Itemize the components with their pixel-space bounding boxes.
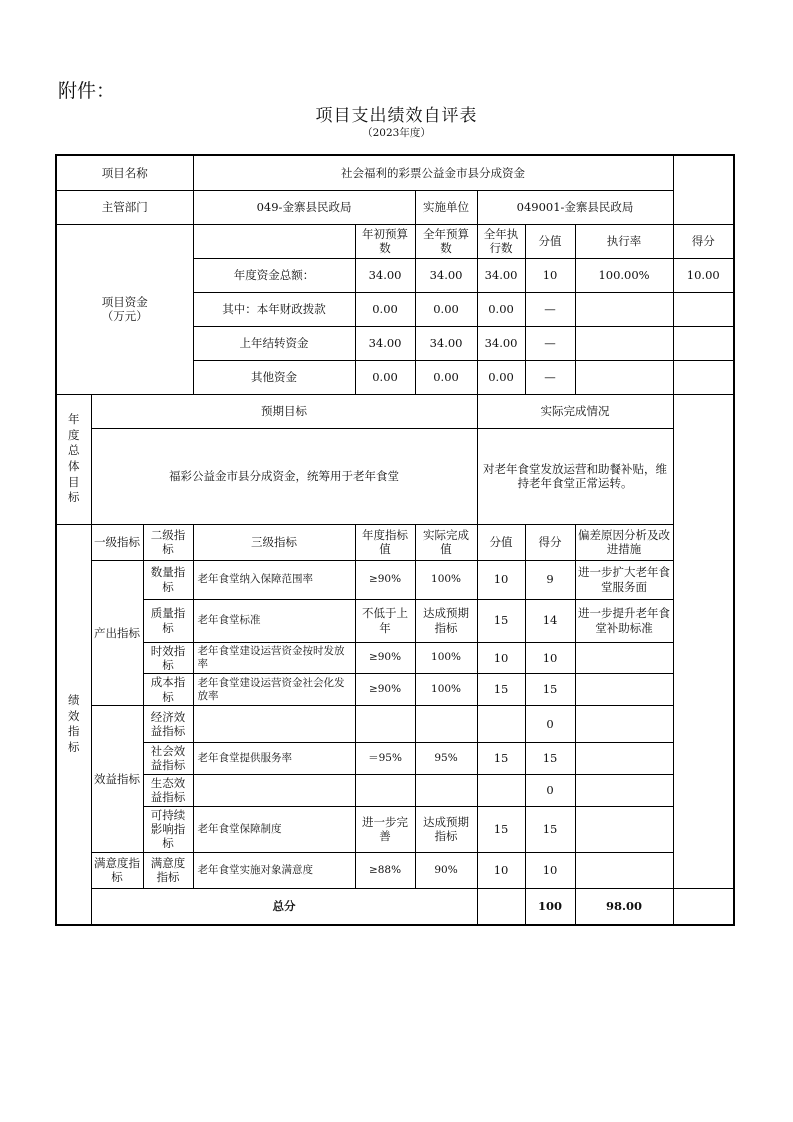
funds-rate: [575, 360, 673, 394]
attachment-label: 附件：: [58, 80, 116, 102]
indicator-row: [56, 706, 734, 743]
funds-annual: 34.00: [415, 326, 477, 360]
header-level2: 二级指标: [143, 524, 193, 560]
dept-value: 049-金寨县民政局: [193, 190, 415, 224]
indicator-note: [575, 852, 673, 888]
indicator-row: [56, 774, 734, 806]
impl-value: 049001-金寨县民政局: [477, 190, 673, 224]
header-score: 得分: [525, 524, 575, 560]
indicator-actual: [415, 774, 477, 806]
indicator-level2: 社会效益指标: [143, 743, 193, 775]
output-indicators-label: 产出指标: [91, 560, 143, 706]
indicator-actual: 100%: [415, 642, 477, 674]
indicator-level2: 时效指标: [143, 642, 193, 674]
funds-score: [673, 326, 734, 360]
indicator-weight: [477, 706, 525, 743]
indicator-actual: 达成预期指标: [415, 599, 477, 642]
indicator-weight: 15: [477, 806, 525, 852]
funds-row-label: 其中：本年财政拨款: [193, 292, 355, 326]
indicator-score: 15: [525, 806, 575, 852]
total-blank: [477, 888, 525, 925]
indicator-actual: 95%: [415, 743, 477, 775]
funds-rate: 100.00%: [575, 258, 673, 292]
indicator-weight: 15: [477, 743, 525, 775]
indicator-target: ＝95%: [355, 743, 415, 775]
funds-annual: 0.00: [415, 360, 477, 394]
goals-header-row: [56, 394, 734, 428]
header-level3: 三级指标: [193, 524, 355, 560]
indicator-score: 15: [525, 743, 575, 775]
funds-weight: —: [525, 292, 575, 326]
indicator-row: [56, 642, 734, 674]
project-name-value: 社会福利的彩票公益金市县分成资金: [193, 155, 673, 190]
indicator-note: [575, 706, 673, 743]
goals-content-row: [56, 428, 734, 524]
funds-weight: —: [525, 360, 575, 394]
total-note: [673, 888, 734, 925]
funds-header-row: [56, 224, 734, 258]
indicator-note: [575, 806, 673, 852]
indicator-score: 10: [525, 642, 575, 674]
indicator-note: 进一步扩大老年食堂服务面: [575, 560, 673, 599]
indicator-weight: 15: [477, 599, 525, 642]
indicator-level3: 老年食堂标准: [193, 599, 355, 642]
funds-initial: 34.00: [355, 258, 415, 292]
funds-initial: 34.00: [355, 326, 415, 360]
project-name-row: [56, 155, 734, 190]
total-label: 总分: [91, 888, 477, 925]
funds-rate: [575, 326, 673, 360]
indicator-target: ≥90%: [355, 674, 415, 706]
dept-label: 主管部门: [56, 190, 193, 224]
header-level1: 一级指标: [91, 524, 143, 560]
goals-label: 年度总体目标: [56, 394, 91, 524]
benefit-indicators-label: 效益指标: [91, 706, 143, 853]
indicator-level2: 数量指标: [143, 560, 193, 599]
funds-executed: 0.00: [477, 360, 525, 394]
indicator-row: [56, 743, 734, 775]
indicator-level2: 质量指标: [143, 599, 193, 642]
funds-row-label: 年度资金总额：: [193, 258, 355, 292]
indicator-level3: [193, 706, 355, 743]
indicator-target: ≥90%: [355, 642, 415, 674]
funds-executed: 34.00: [477, 326, 525, 360]
indicator-actual: 90%: [415, 852, 477, 888]
indicator-target: 进一步完善: [355, 806, 415, 852]
goals-expected-header: 预期目标: [91, 394, 477, 428]
indicator-level3: 老年食堂提供服务率: [193, 743, 355, 775]
indicator-level3: 老年食堂纳入保障范围率: [193, 560, 355, 599]
funds-header-blank: [193, 224, 355, 258]
funds-annual: 34.00: [415, 258, 477, 292]
indicator-score: 15: [525, 674, 575, 706]
goals-actual-header: 实际完成情况: [477, 394, 673, 428]
indicator-weight: 10: [477, 852, 525, 888]
indicator-weight: 10: [477, 560, 525, 599]
indicator-target: [355, 706, 415, 743]
indicator-score: 0: [525, 706, 575, 743]
funds-label: 项目资金 （万元）: [56, 224, 193, 394]
funds-initial: 0.00: [355, 292, 415, 326]
funds-executed: 0.00: [477, 292, 525, 326]
indicator-target: ≥90%: [355, 560, 415, 599]
indicator-level2: 生态效益指标: [143, 774, 193, 806]
indicator-weight: 10: [477, 642, 525, 674]
funds-score: [673, 292, 734, 326]
header-actual: 实际完成值: [415, 524, 477, 560]
indicator-level2: 经济效益指标: [143, 706, 193, 743]
indicator-row: [56, 852, 734, 888]
total-score: 98.00: [575, 888, 673, 925]
self-evaluation-table: [55, 154, 735, 926]
indicator-level2: 成本指标: [143, 674, 193, 706]
year-label: （2023年度）: [362, 127, 431, 139]
indicator-row: [56, 599, 734, 642]
indicator-weight: 15: [477, 674, 525, 706]
indicator-target: 不低于上年: [355, 599, 415, 642]
funds-header-annual: 全年预算数: [415, 224, 477, 258]
funds-score: [673, 360, 734, 394]
indicator-actual: 100%: [415, 560, 477, 599]
indicator-target: [355, 774, 415, 806]
total-row: [56, 888, 734, 925]
indicators-header-row: [56, 524, 734, 560]
indicator-level3: 老年食堂实施对象满意度: [193, 852, 355, 888]
indicator-score: 10: [525, 852, 575, 888]
indicator-level3: 老年食堂建设运营资金按时发放率: [193, 642, 355, 674]
funds-score: 10.00: [673, 258, 734, 292]
header-weight: 分值: [477, 524, 525, 560]
indicator-level3: [193, 774, 355, 806]
indicator-actual: 达成预期指标: [415, 806, 477, 852]
indicator-level3: 老年食堂保障制度: [193, 806, 355, 852]
funds-header-rate: 执行率: [575, 224, 673, 258]
header-target: 年度指标值: [355, 524, 415, 560]
indicator-actual: 100%: [415, 674, 477, 706]
goals-expected-text: 福彩公益金市县分成资金，统筹用于老年食堂: [91, 428, 477, 524]
indicator-row: [56, 560, 734, 599]
project-name-label: 项目名称: [56, 155, 193, 190]
funds-row-label: 其他资金: [193, 360, 355, 394]
funds-initial: 0.00: [355, 360, 415, 394]
indicator-level3: 老年食堂建设运营资金社会化发放率: [193, 674, 355, 706]
funds-annual: 0.00: [415, 292, 477, 326]
indicator-row: [56, 674, 734, 706]
satisfaction-indicators-label: 满意度指标: [91, 852, 143, 888]
funds-executed: 34.00: [477, 258, 525, 292]
page-title: 项目支出绩效自评表: [315, 106, 478, 126]
indicator-note: [575, 743, 673, 775]
performance-label: 绩效指标: [56, 524, 91, 925]
indicator-note: [575, 674, 673, 706]
indicator-level2: 满意度指标: [143, 852, 193, 888]
indicator-target: ≥88%: [355, 852, 415, 888]
funds-weight: 10: [525, 258, 575, 292]
indicator-actual: [415, 706, 477, 743]
indicator-score: 0: [525, 774, 575, 806]
funds-weight: —: [525, 326, 575, 360]
funds-row-label: 上年结转资金: [193, 326, 355, 360]
indicator-note: 进一步提升老年食堂补助标准: [575, 599, 673, 642]
indicator-note: [575, 642, 673, 674]
goals-actual-text: 对老年食堂发放运营和助餐补贴，维持老年食堂正常运转。: [477, 428, 673, 524]
funds-header-score: 得分: [673, 224, 734, 258]
indicator-note: [575, 774, 673, 806]
impl-label: 实施单位: [415, 190, 477, 224]
total-weight: 100: [525, 888, 575, 925]
funds-header-weight: 分值: [525, 224, 575, 258]
indicator-weight: [477, 774, 525, 806]
funds-rate: [575, 292, 673, 326]
header-note: 偏差原因分析及改进措施: [575, 524, 673, 560]
indicator-row: [56, 806, 734, 852]
indicator-score: 9: [525, 560, 575, 599]
indicator-score: 14: [525, 599, 575, 642]
funds-header-initial: 年初预算数: [355, 224, 415, 258]
indicator-level2: 可持续影响指标: [143, 806, 193, 852]
funds-header-executed: 全年执行数: [477, 224, 525, 258]
department-row: [56, 190, 734, 224]
